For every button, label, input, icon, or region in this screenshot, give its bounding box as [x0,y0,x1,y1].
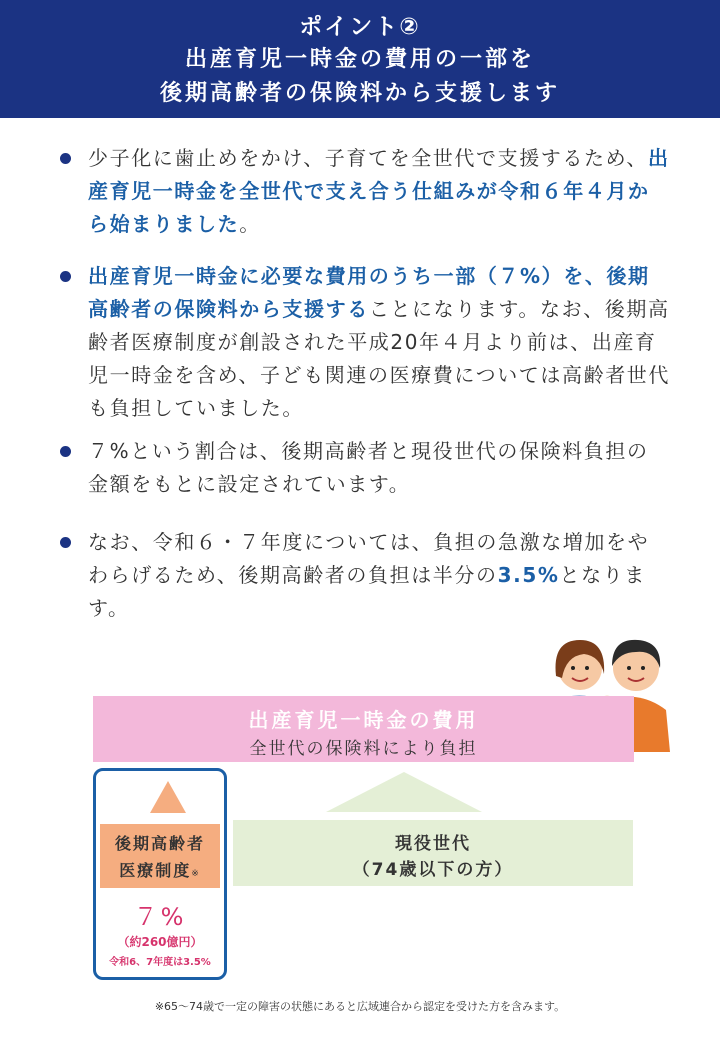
page-title-line1: 出産育児一時金の費用の一部を [184,47,535,72]
elder-insurance-box [93,768,227,980]
bullet-dot-icon [60,153,71,164]
bullet-item-2 [60,260,670,425]
elder-half-note: 令和6、7年度は3.5% [109,957,211,968]
footnote: ※65～74歳で一定の障害の状態にあると広域連合から認定を受けた方を含みます。 [154,1000,566,1013]
bullet-dot-icon [60,537,71,548]
bullet-text: 少子化に歯止めをかけ、子育てを全世代で支援するため、出産育児一時金を全世代で支え合う仕組みが令和６年４月から始まりました。 [88,146,670,236]
page-title-line2: 後期高齢者の保険料から支援します [159,81,560,106]
up-arrow-icon [326,772,482,812]
working-label-line1: 現役世代 [395,834,471,854]
bullet-item-3 [60,435,670,501]
working-label-line2: （74歳以下の方） [352,860,514,880]
up-arrow-icon [150,781,186,813]
cost-title: 出産育児一時金の費用 [248,708,479,732]
elder-label-line1: 後期高齢者 [114,834,205,853]
bullet-item-1 [60,142,670,241]
cost-subtitle: 全世代の保険料により負担 [249,739,478,759]
bullet-text: 出産育児一時金に必要な費用のうち一部（７%）を、後期高齢者の保険料から支援することになります。なお、後期高齢者医療制度が創設された平成20年４月より前は、出産育児一時金を含め、子ども関連の医療費については高齢者世代も負担していました。 [88,264,670,420]
cost-bar [93,696,634,762]
header-banner [0,0,720,118]
note-mark: ※ [191,869,201,879]
elder-amount: （約260億円） [117,935,203,949]
elder-label [100,824,220,888]
bullet-item-4 [60,526,670,625]
elder-percent: ７% [133,903,187,931]
elder-label-line2: 医療制度※ [119,861,201,880]
bullet-text: なお、令和６・７年度については、負担の急激な増加をやわらげるため、後期高齢者の負担は半分の3.5%となります。 [88,530,650,620]
point-label: ポイント② [299,14,421,40]
bullet-text: ７%という割合は、後期高齢者と現役世代の保険料負担の金額をもとに設定されています。 [88,439,649,496]
bullet-dot-icon [60,446,71,457]
bullet-dot-icon [60,271,71,282]
working-generation-box [233,820,633,886]
